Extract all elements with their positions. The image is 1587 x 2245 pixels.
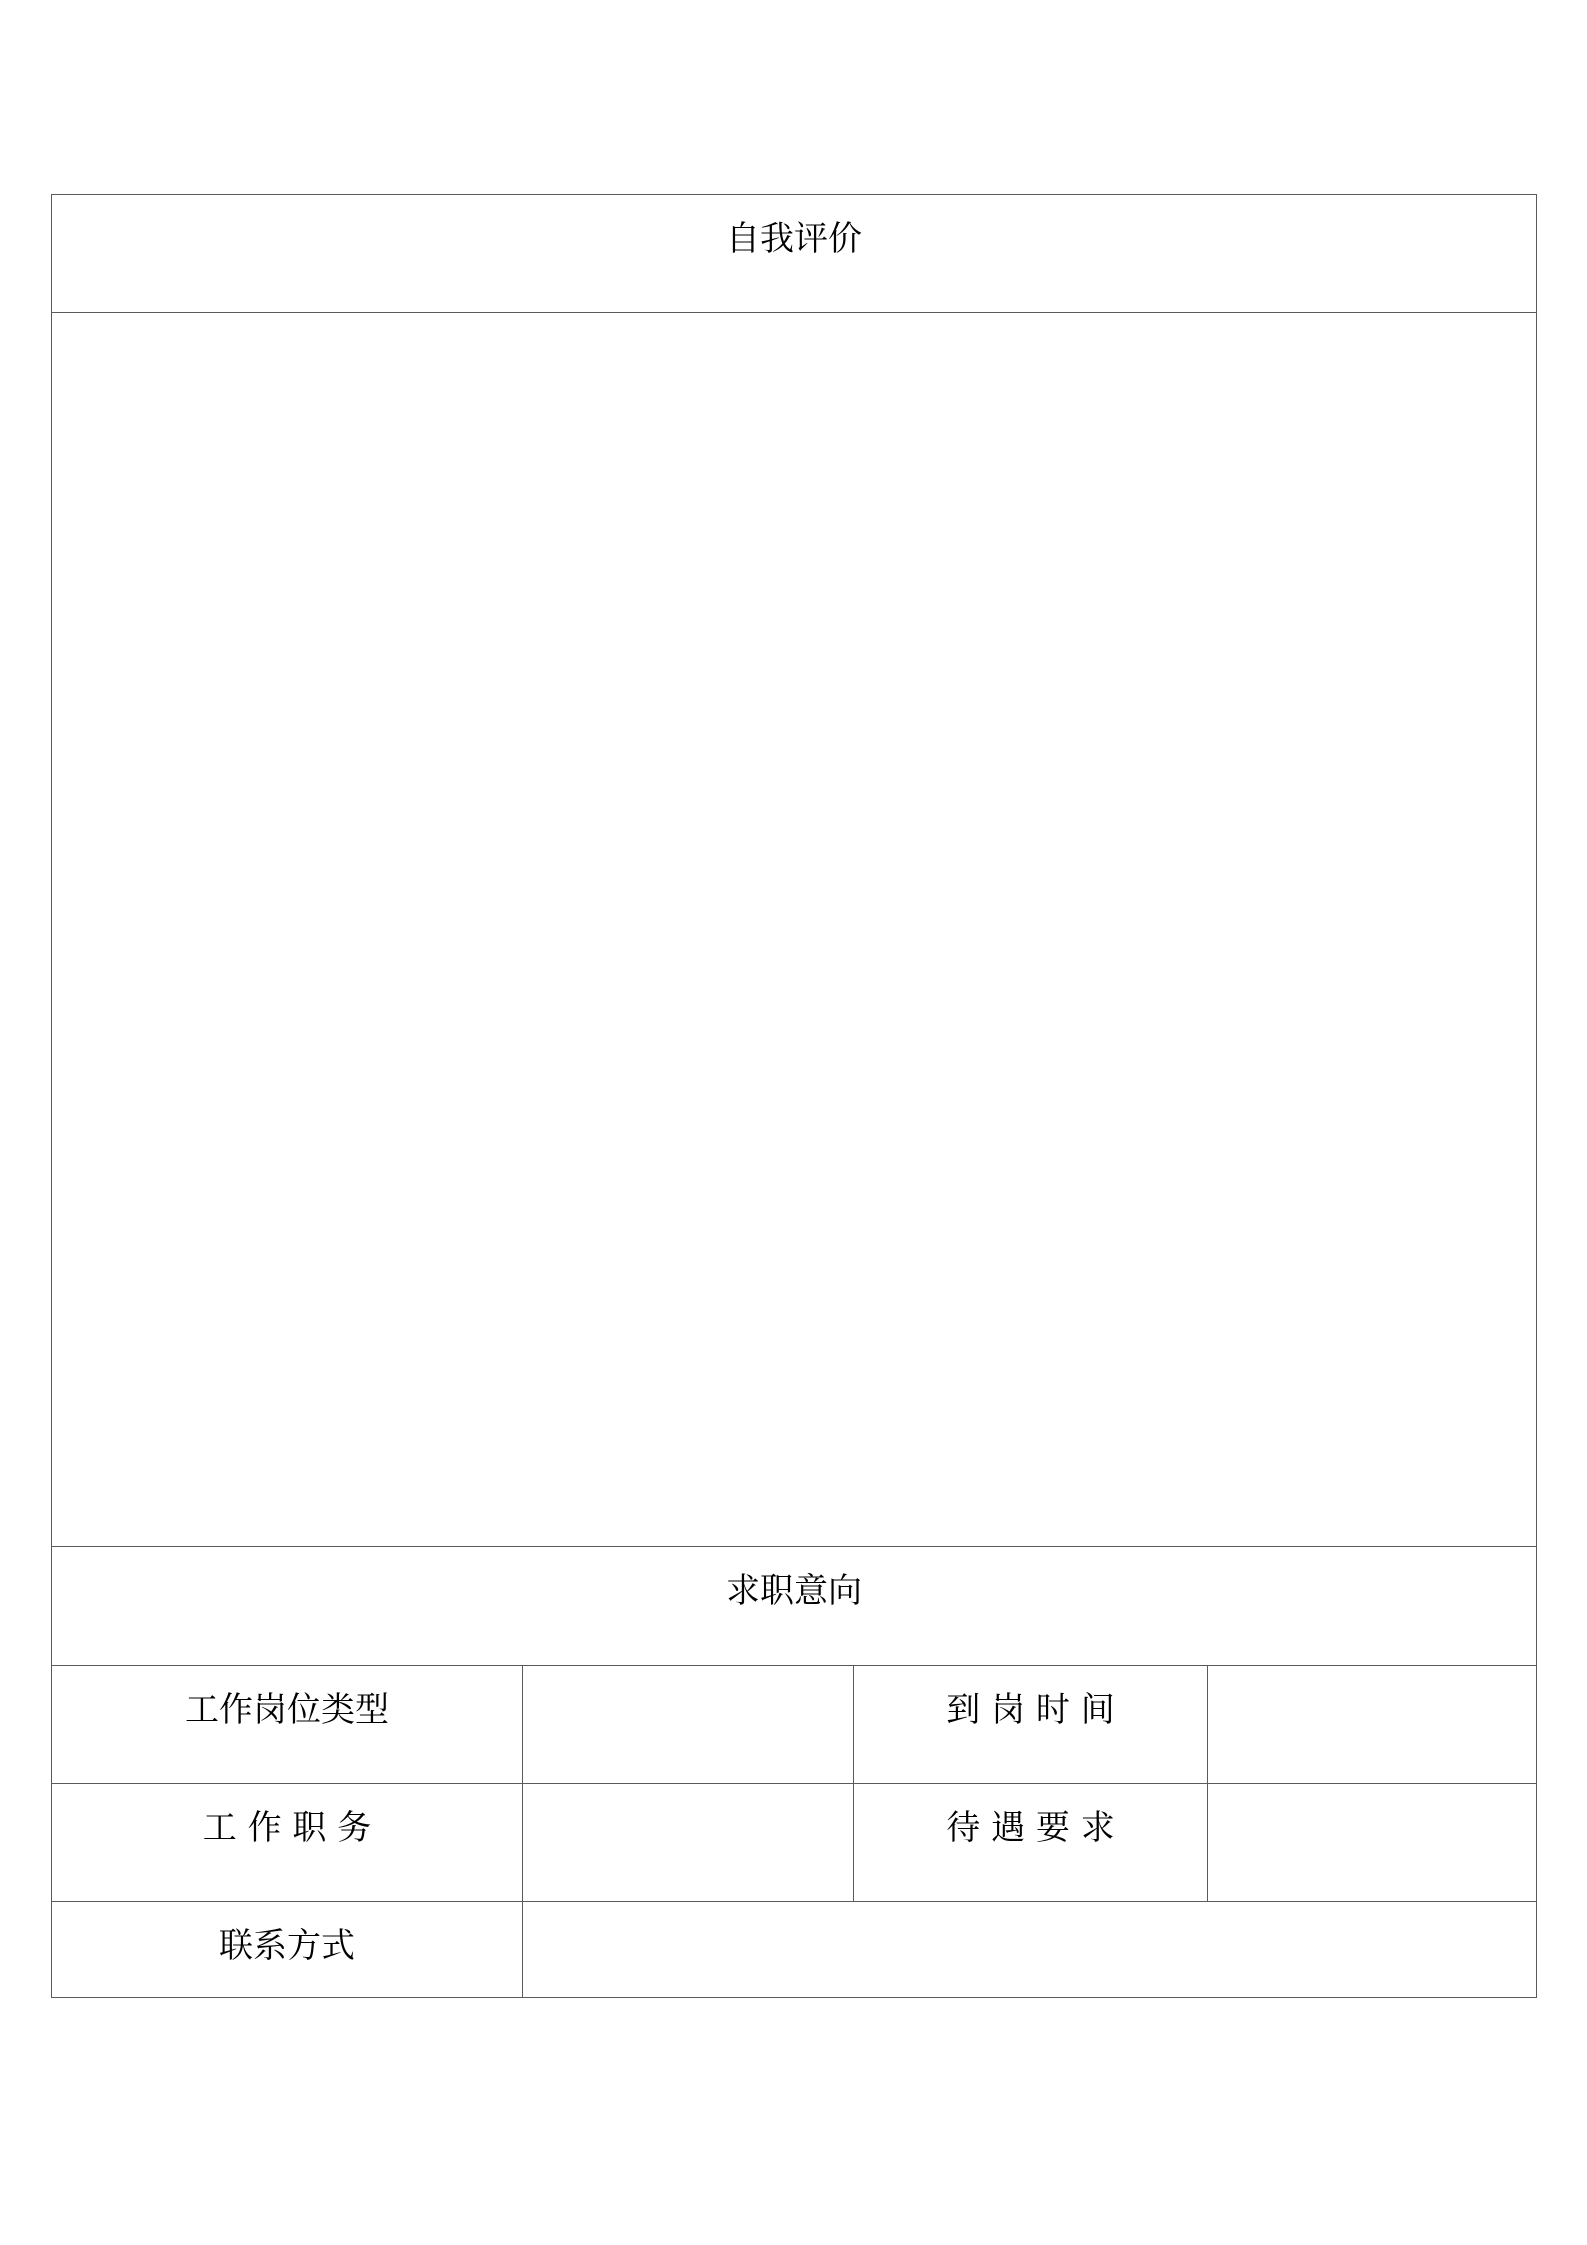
salary-label-cell — [854, 1783, 1208, 1901]
contact-label: 联系方式 — [219, 1925, 355, 1966]
start-time-value[interactable] — [1208, 1666, 1536, 1693]
salary-value-cell[interactable] — [1208, 1783, 1537, 1901]
job-intention-row-2 — [52, 1783, 1537, 1901]
salary-label: 待 遇 要 求 — [946, 1807, 1115, 1848]
position-type-value[interactable] — [523, 1666, 853, 1693]
self-evaluation-title: 自我评价 — [726, 219, 862, 259]
salary-value[interactable] — [1208, 1784, 1536, 1811]
self-evaluation-body-row — [52, 313, 1537, 1547]
job-title-value[interactable] — [523, 1784, 853, 1811]
job-intention-title-cell — [52, 1547, 1537, 1665]
position-type-label: 工作岗位类型 — [185, 1689, 389, 1730]
start-time-label: 到 岗 时 间 — [946, 1689, 1115, 1730]
job-title-label-cell — [52, 1783, 523, 1901]
contact-row — [52, 1901, 1537, 1997]
job-title-value-cell[interactable] — [523, 1783, 854, 1901]
start-time-value-cell[interactable] — [1208, 1665, 1537, 1783]
resume-form-table — [51, 194, 1537, 1998]
contact-value[interactable] — [523, 1902, 1536, 1929]
self-evaluation-content-cell[interactable] — [52, 313, 1537, 1547]
job-intention-title: 求职意向 — [726, 1571, 862, 1612]
job-title-label: 工 作 职 务 — [202, 1807, 372, 1848]
position-type-value-cell[interactable] — [523, 1665, 854, 1783]
position-type-label-cell — [52, 1665, 523, 1783]
job-intention-header-row — [52, 1547, 1537, 1665]
job-intention-row-1 — [52, 1665, 1537, 1783]
contact-value-cell[interactable] — [523, 1901, 1537, 1997]
start-time-label-cell — [854, 1665, 1208, 1783]
self-evaluation-header-row — [52, 195, 1537, 313]
self-evaluation-content[interactable] — [52, 313, 1536, 340]
contact-label-cell — [52, 1901, 523, 1997]
self-evaluation-title-cell — [52, 195, 1537, 313]
